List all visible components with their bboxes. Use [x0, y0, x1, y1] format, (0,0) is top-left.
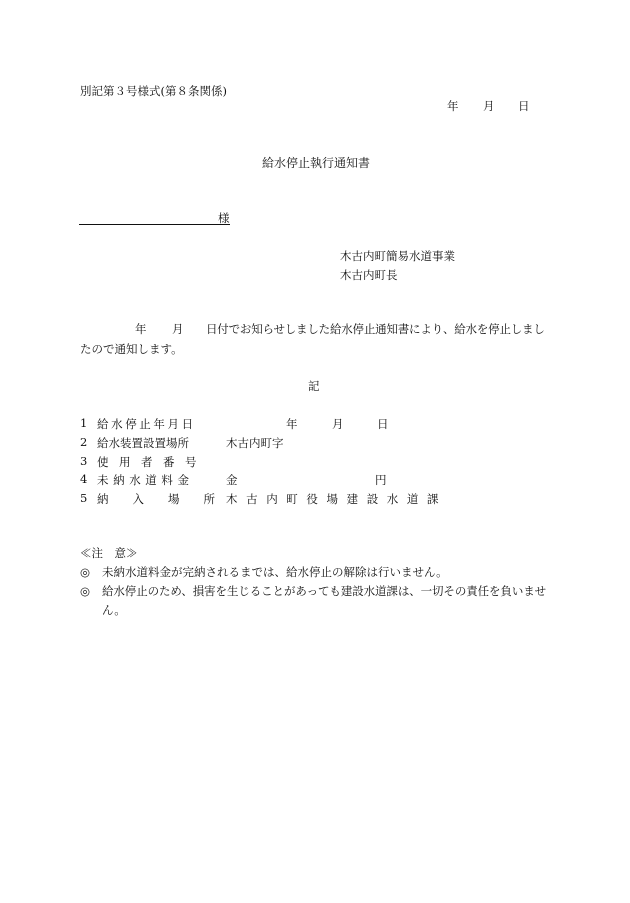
item-value-month: 月	[332, 417, 344, 431]
item-number: 3	[80, 454, 88, 468]
item-value-day: 日	[377, 417, 389, 431]
note1-text: 未納水道料金が完納されるまでは、給水停止の解除は行いません。	[102, 565, 448, 579]
item-value-yen-prefix: 金	[226, 473, 238, 487]
date-month-label: 月	[483, 99, 495, 113]
item-label: 納入場所	[97, 492, 239, 506]
item-label: 給水装置設置場所	[97, 436, 189, 450]
note2-mark: ◎	[80, 584, 91, 598]
item-label: 給水停止年月日	[97, 417, 196, 431]
addressee-underline	[79, 224, 230, 225]
item-value: 木古内町字	[226, 436, 284, 450]
note2-text-line1: 給水停止のため、損害を生じることがあっても建設水道課は、一切その責任を負いませ	[102, 584, 547, 598]
item-value: 木古内町役場建設水道課	[226, 492, 448, 506]
body-year: 年	[135, 322, 147, 336]
addressee-suffix: 様	[218, 211, 230, 225]
date-day-label: 日	[518, 99, 530, 113]
notes-heading: ≪注 意≫	[80, 546, 138, 560]
issuer-line2: 木古内町長	[340, 268, 398, 282]
body-line1-rest: 日付でお知らせしました給水停止通知書により、給水を停止しまし	[206, 322, 545, 336]
issuer-line1: 木古内町簡易水道事業	[340, 249, 455, 263]
item-number: 1	[80, 416, 88, 430]
item-value-yen-suffix: 円	[375, 473, 387, 487]
item-number: 2	[80, 435, 88, 449]
body-month: 月	[172, 322, 184, 336]
note2-text-line2: ん。	[102, 603, 126, 617]
ki-label: 記	[308, 379, 320, 393]
item-number: 5	[80, 491, 88, 505]
item-label: 使用者番号	[97, 455, 207, 469]
date-year-label: 年	[447, 99, 459, 113]
body-line2: たので通知します。	[80, 342, 183, 356]
item-number: 4	[80, 472, 88, 486]
page-title: 給水停止執行通知書	[262, 156, 371, 170]
item-label: 未納水道料金	[97, 473, 194, 487]
item-value-year: 年	[286, 417, 298, 431]
form-label: 別記第３号様式(第８条関係)	[80, 84, 227, 98]
note1-mark: ◎	[80, 565, 91, 579]
